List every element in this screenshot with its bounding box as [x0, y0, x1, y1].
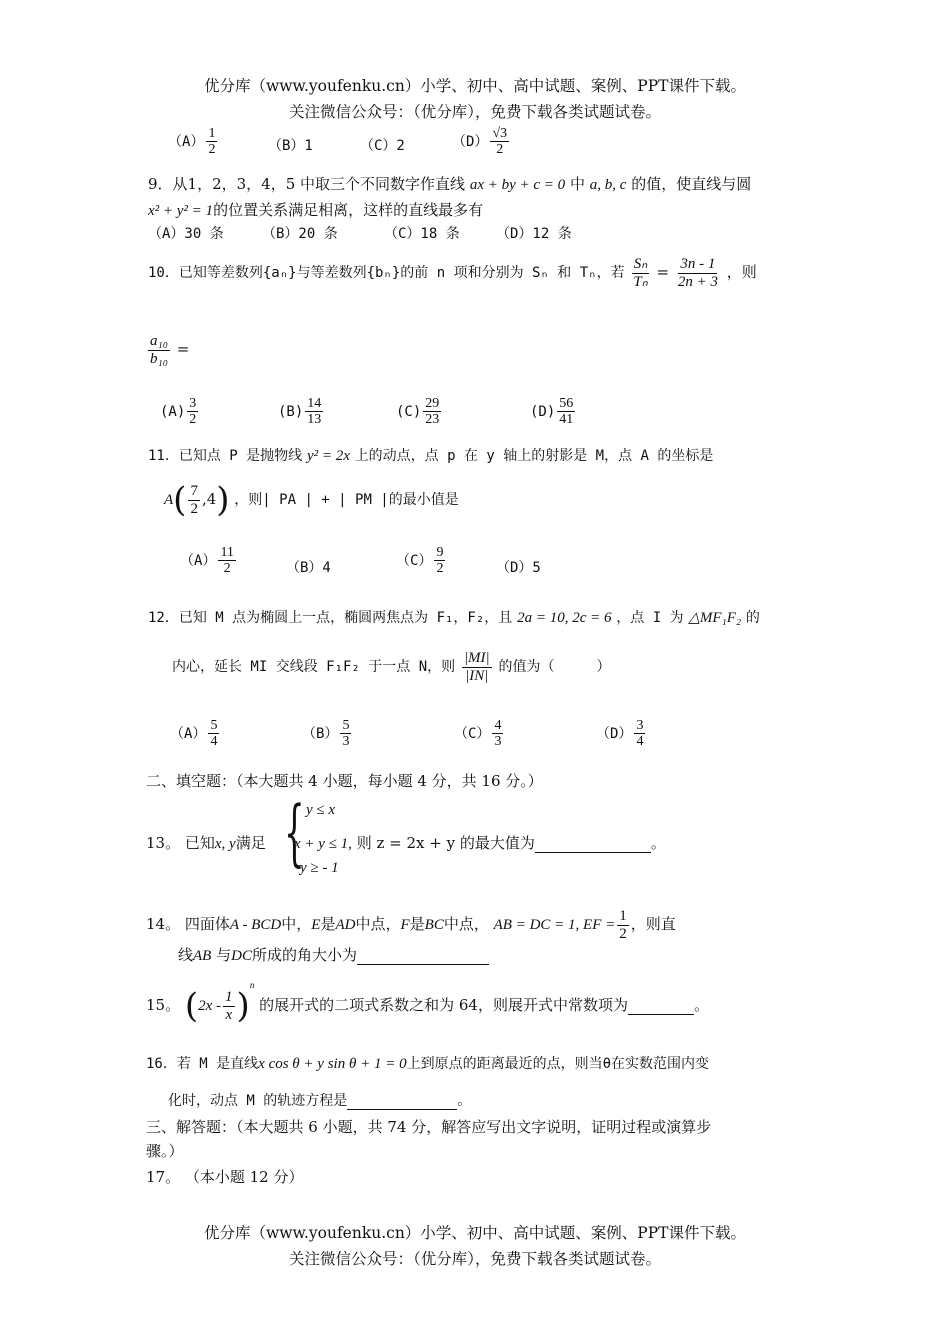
- q8-option-c: （C）2: [360, 138, 405, 154]
- q11-line-2: A( $\frac{7}{2}$ ,4) ，则| PA | + | PM |的最小值是: [164, 480, 459, 520]
- q12-option-a: （A） $\frac{5}{4}$: [170, 718, 218, 750]
- q13-constraint-2: x + y ≤ 1, 则 z = 2x + y 的最大值为 。: [294, 834, 666, 852]
- q11-option-c: （C） $\frac{9}{2}$: [396, 545, 444, 577]
- q12-option-d: （D） $\frac{3}{4}$: [596, 718, 644, 750]
- q10-option-c: (C) $\frac{29}{23}$: [396, 396, 440, 428]
- q10-option-d: (D) $\frac{56}{41}$: [530, 396, 574, 428]
- q8-option-d: （D） $\frac{√3}{2}$: [452, 126, 508, 158]
- q13-constraint-3: y ≥ - 1: [300, 860, 339, 876]
- q13-brace-icon: {: [284, 790, 305, 874]
- q10-line-1: 10．已知等差数列{aₙ}与等差数列{bₙ}的前 n 项和分别为 Sₙ 和 Tₙ，若 $\frac{\text{Sₙ}}{\text{Tₙ}}$ = $\frac{3n - 1}{2n + 3}$ ，则: [148, 256, 757, 290]
- q13-constraint-1: y ≤ x: [306, 802, 336, 818]
- footer-line-2: 关注微信公众号：（优分库），免费下载各类试题试卷。: [288, 1250, 661, 1268]
- q11-line-1: 11．已知点 P 是抛物线 y² = 2x 上的动点，点 p 在 y 轴上的射影是 M，点 A 的坐标是: [148, 448, 714, 464]
- q9-option-d: （D）12 条: [496, 226, 572, 242]
- q11-option-b: （B）4: [286, 560, 331, 576]
- q15-line: 15。 (2x - $\frac{1}{x}$ )$^n$ 的展开式的二项式系数之和为 64，则展开式中常数项为 。: [146, 980, 709, 1026]
- q12-line-1: 12．已知 M 点为椭圆上一点，椭圆两焦点为 F₁，F₂，且 2a = 10, 2c = 6 ，点 I 为 △MF₁F₂ 的: [148, 610, 760, 626]
- header-line-1: 优分库（www.youfenku.cn）小学、初中、高中试题、案例、PPT课件下载。: [203, 77, 747, 95]
- q9-line-1: 9．从1，2，3，4，5 中取三个不同数字作直线 ax + by + c = 0 中 a, b, c 的值，使直线与圆: [148, 175, 752, 193]
- q16-answer-blank[interactable]: [347, 1093, 457, 1110]
- q13-answer-blank[interactable]: [535, 834, 651, 853]
- q16-line-1: 16．若 M 是直线x cos θ + y sin θ + 1 = 0上到原点的距离最近的点，则当θ在实数范围内变: [146, 1056, 710, 1072]
- q16-line-2: 化时，动点 M 的轨迹方程是 。: [168, 1093, 472, 1109]
- q17-title: 17。 （本小题 12 分）: [146, 1168, 304, 1186]
- q8-option-b: （B）1: [268, 138, 313, 154]
- q10-ask: $\frac{\text{a₁₀}}{\text{b₁₀}}$ =: [150, 333, 190, 367]
- section-2-heading: 二、填空题：（本大题共 4 小题，每小题 4 分，共 16 分。）: [146, 772, 543, 790]
- q11-option-d: （D）5: [496, 560, 541, 576]
- q13-label: 13。 已知x, y满足: [146, 834, 266, 852]
- q9-line-2: x² + y² = 1的位置关系满足相离，这样的直线最多有: [148, 201, 484, 219]
- q12-line-2: 内心，延长 MI 交线段 F₁F₂ 于一点 N，则 $\frac{|MI|}{|IN|}$ 的值为（ ）: [172, 650, 611, 684]
- q10-option-a: (A) $\frac{3}{2}$: [160, 396, 197, 428]
- section-3-heading-line-2: 骤。）: [146, 1142, 184, 1160]
- q12-option-c: （C） $\frac{4}{3}$: [454, 718, 502, 750]
- header-line-2: 关注微信公众号：（优分库），免费下载各类试题试卷。: [288, 103, 661, 121]
- q10-option-b: (B) $\frac{14}{13}$: [278, 396, 322, 428]
- q12-option-b: （B） $\frac{5}{3}$: [302, 718, 350, 750]
- section-3-heading-line-1: 三、解答题：（本大题共 6 小题，共 74 分，解答应写出文字说明，证明过程或演算步: [146, 1118, 712, 1136]
- q8-option-a: （A） $\frac{1}{2}$: [168, 126, 216, 158]
- q15-answer-blank[interactable]: [628, 996, 694, 1015]
- q9-option-b: （B）20 条: [262, 226, 338, 242]
- q11-option-a: （A） $\frac{11}{2}$: [180, 545, 234, 577]
- q14-answer-blank[interactable]: [357, 946, 489, 965]
- q14-line-2: 线AB 与DC所成的角大小为: [178, 944, 489, 965]
- q14-line-1: 14。 四面体A - BCD中，E是AD中点，F是BC中点， AB = DC = 1, EF = $\frac{1}{2}$ ，则直: [146, 908, 676, 942]
- footer-line-1: 优分库（www.youfenku.cn）小学、初中、高中试题、案例、PPT课件下载。: [203, 1224, 747, 1242]
- q9-option-c: （C）18 条: [384, 226, 460, 242]
- q9-option-a: （A）30 条: [148, 226, 224, 242]
